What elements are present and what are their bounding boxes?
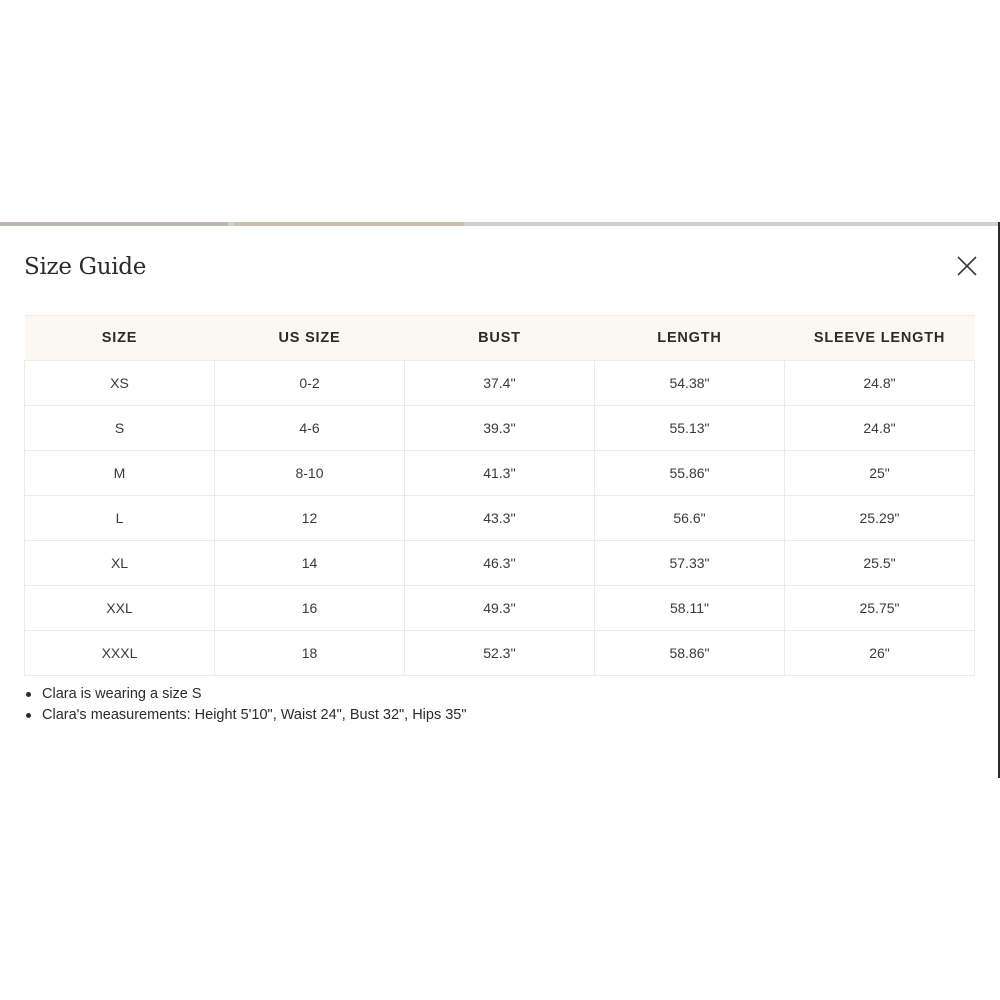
table-cell: 46.3'' — [405, 541, 595, 586]
table-cell: 25.29" — [785, 496, 975, 541]
table-cell: 55.86" — [595, 451, 785, 496]
table-cell: 58.86" — [595, 631, 785, 676]
table-row — [25, 541, 975, 586]
bullet-icon — [26, 713, 31, 718]
size-guide-modal — [0, 226, 998, 746]
table-cell: 54.38" — [595, 361, 785, 406]
table-cell: 25" — [785, 451, 975, 496]
column-header-length: LENGTH — [595, 316, 785, 361]
table-cell: 24.8" — [785, 361, 975, 406]
table-cell: 39.3'' — [405, 406, 595, 451]
table-cell: 56.6" — [595, 496, 785, 541]
table-row — [25, 631, 975, 676]
table-cell: 16 — [215, 586, 405, 631]
table-cell: 26" — [785, 631, 975, 676]
table-cell: 0-2 — [215, 361, 405, 406]
list-item — [24, 705, 467, 726]
bullet-icon — [26, 692, 31, 697]
table-cell: 25.5" — [785, 541, 975, 586]
note-text: Clara is wearing a size S — [42, 686, 202, 702]
column-header-bust: BUST — [405, 316, 595, 361]
table-cell: S — [25, 406, 215, 451]
modal-title: Size Guide — [24, 254, 147, 280]
table-cell: 49.3'' — [405, 586, 595, 631]
column-header-size: SIZE — [25, 316, 215, 361]
table-cell: XS — [25, 361, 215, 406]
list-item — [24, 684, 467, 705]
table-cell: 18 — [215, 631, 405, 676]
table-cell: 25.75" — [785, 586, 975, 631]
table-cell: 12 — [215, 496, 405, 541]
table-row — [25, 361, 975, 406]
table-cell: XL — [25, 541, 215, 586]
table-cell: 57.33" — [595, 541, 785, 586]
table-row — [25, 406, 975, 451]
table-cell: 4-6 — [215, 406, 405, 451]
table-cell: 8-10 — [215, 451, 405, 496]
close-button[interactable] — [954, 253, 980, 279]
table-cell: XXXL — [25, 631, 215, 676]
table-cell: 14 — [215, 541, 405, 586]
table-header-row — [25, 316, 975, 361]
table-row — [25, 496, 975, 541]
table-cell: M — [25, 451, 215, 496]
table-cell: 43.3'' — [405, 496, 595, 541]
column-header-us-size: US SIZE — [215, 316, 405, 361]
size-table — [24, 315, 975, 676]
model-notes-list — [24, 684, 467, 726]
note-text: Clara's measurements: Height 5'10", Waist 24", Bust 32", Hips 35" — [42, 707, 467, 723]
column-header-sleeve-length: SLEEVE LENGTH — [785, 316, 975, 361]
table-row — [25, 586, 975, 631]
table-cell: 52.3'' — [405, 631, 595, 676]
close-icon[interactable] — [954, 253, 980, 279]
table-cell: 37.4'' — [405, 361, 595, 406]
table-cell: XXL — [25, 586, 215, 631]
table-cell: 58.11" — [595, 586, 785, 631]
table-cell: L — [25, 496, 215, 541]
table-cell: 55.13" — [595, 406, 785, 451]
table-cell: 41.3'' — [405, 451, 595, 496]
table-row — [25, 451, 975, 496]
table-cell: 24.8" — [785, 406, 975, 451]
